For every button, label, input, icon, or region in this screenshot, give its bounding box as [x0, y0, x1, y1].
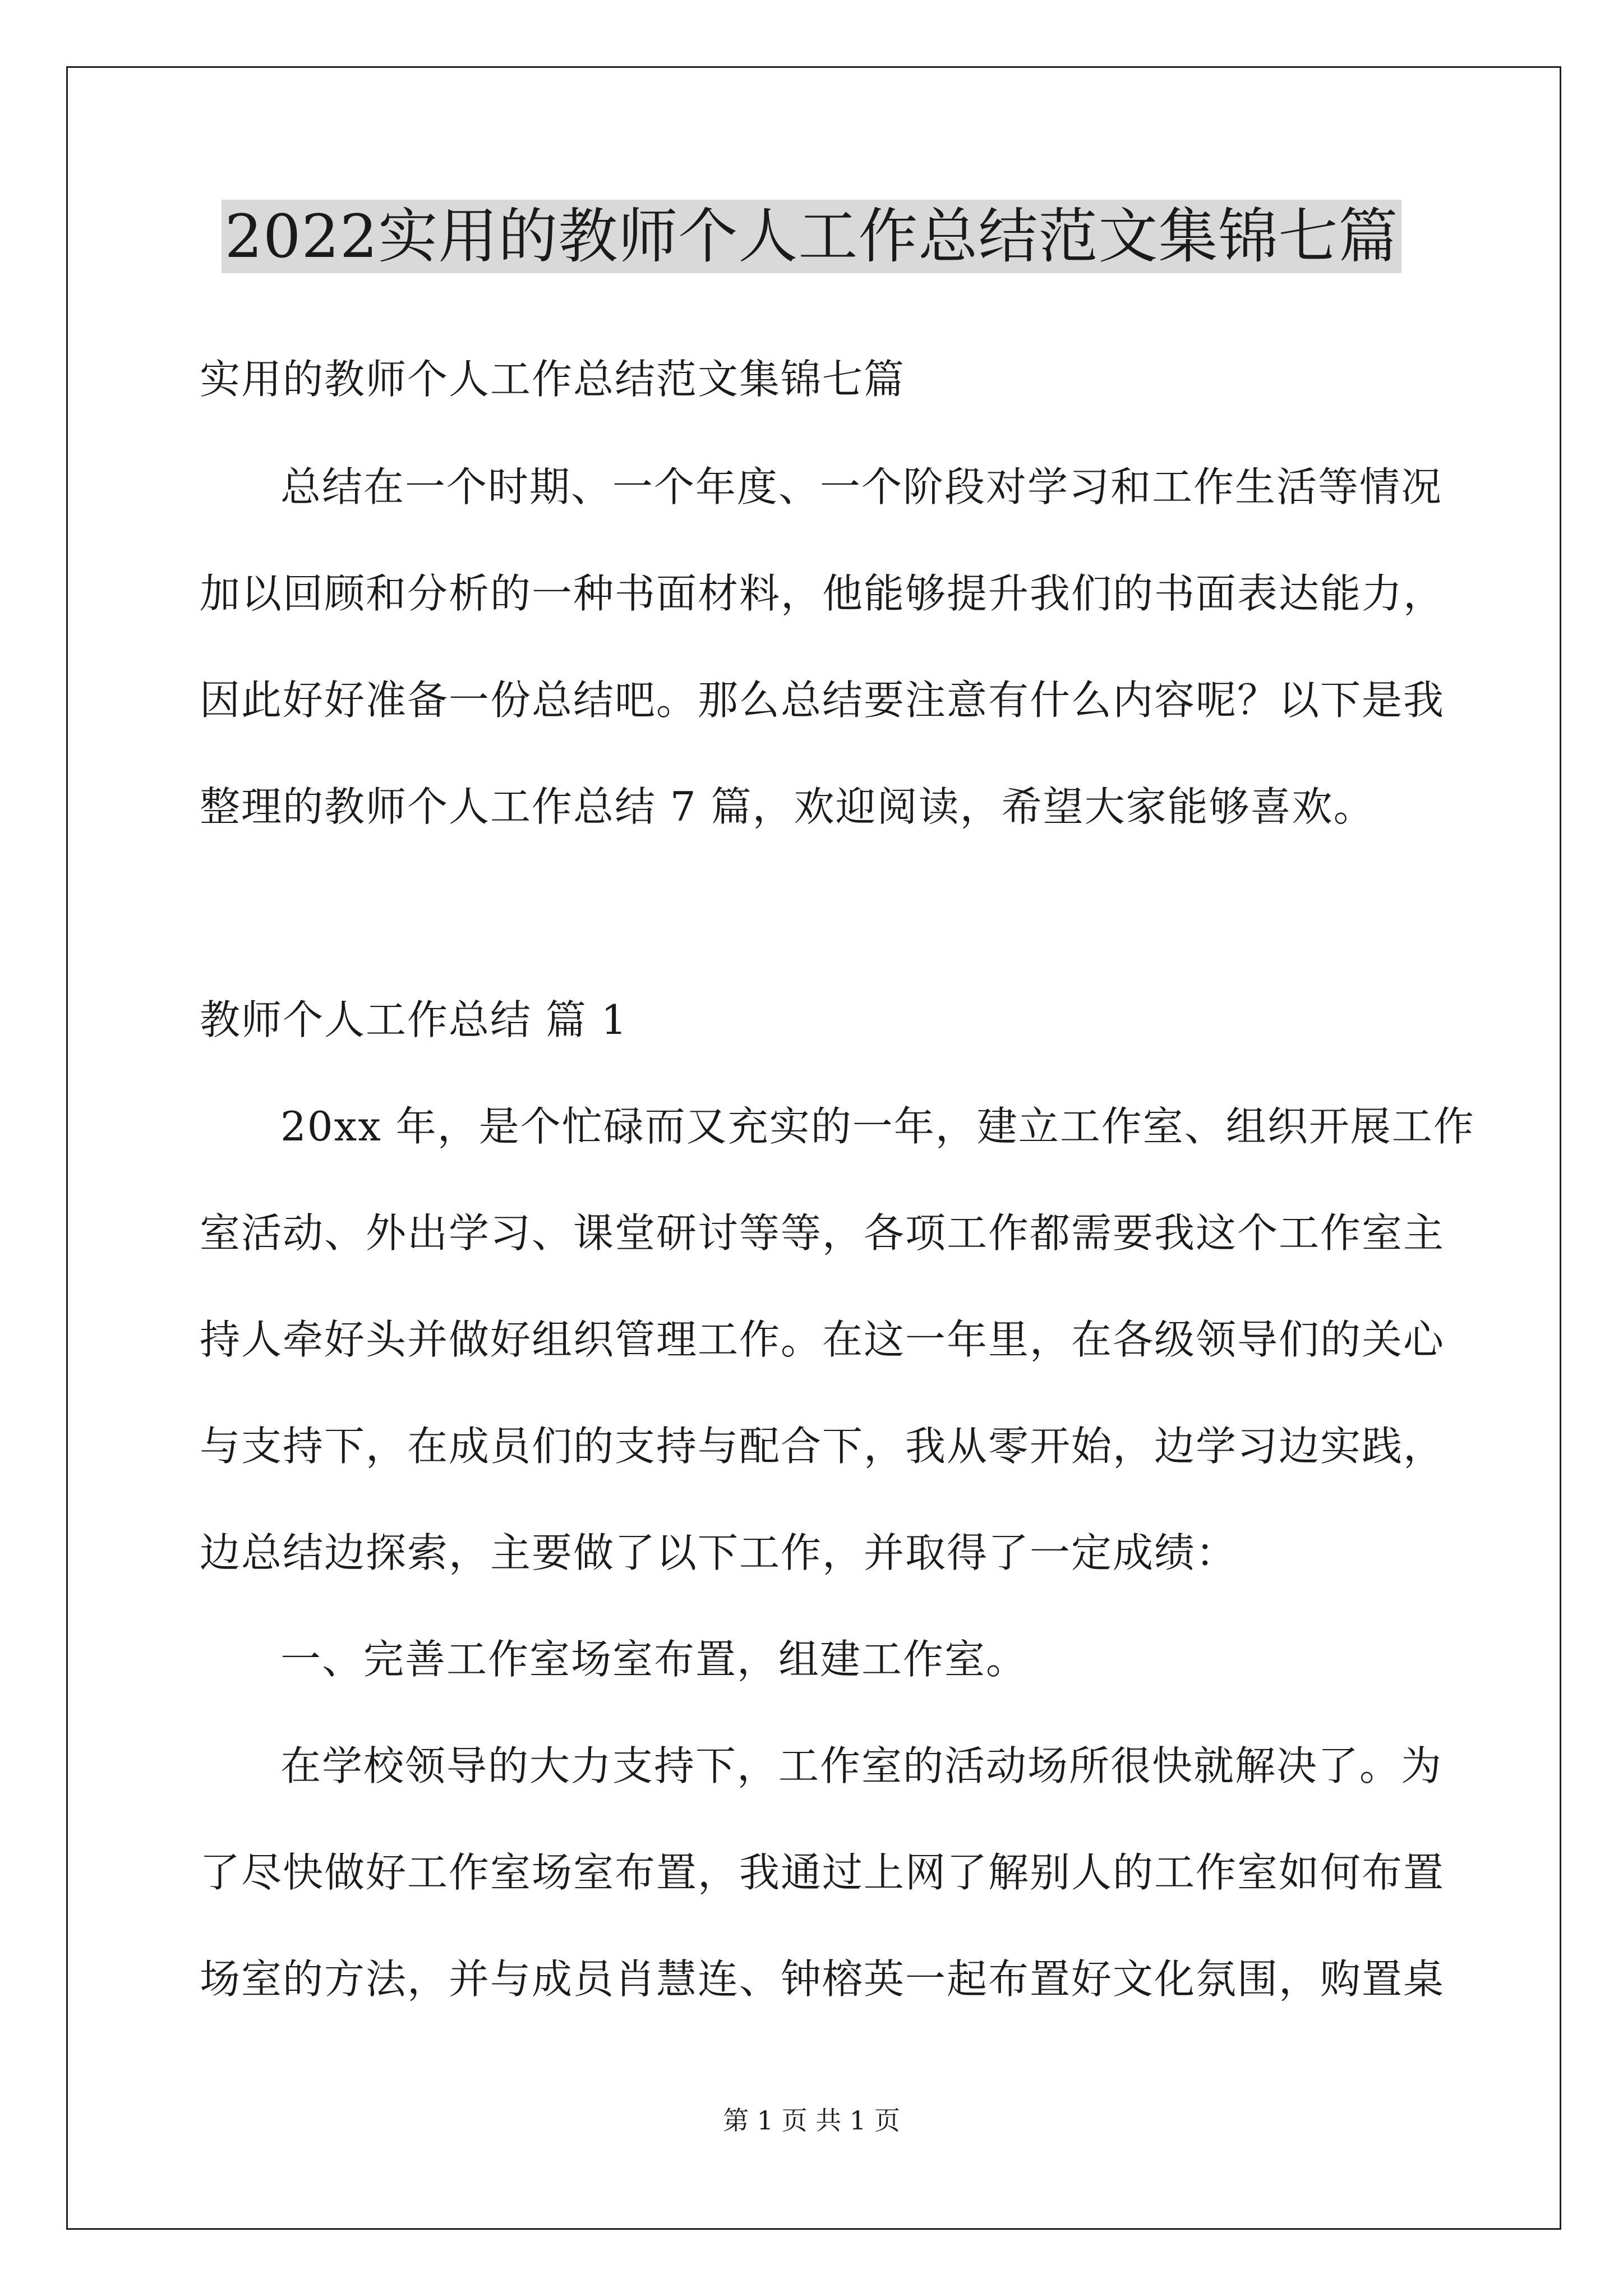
document-title	[0, 197, 1623, 276]
document-subtitle: 实用的教师个人工作总结范文集锦七篇	[200, 356, 906, 403]
list-item-1: 一、完善工作室场室布置，组建工作室。	[280, 1636, 1028, 1683]
para1-line-2: 室活动、外出学习、课堂研讨等等，各项工作都需要我这个工作室主	[200, 1209, 1445, 1257]
para1-line-1: 20xx 年，是个忙碌而又充实的一年，建立工作室、组织开展工作	[280, 1103, 1475, 1150]
intro-line-2: 加以回顾和分析的一种书面材料，他能够提升我们的书面表达能力，	[200, 570, 1445, 617]
intro-line-4: 整理的教师个人工作总结 7 篇，欢迎阅读，希望大家能够喜欢。	[200, 783, 1375, 830]
para1-line-5: 边总结边探索，主要做了以下工作，并取得了一定成绩：	[200, 1529, 1238, 1576]
intro-line-3: 因此好好准备一份总结吧。那么总结要注意有什么内容呢？以下是我	[200, 677, 1445, 724]
para2-line-1: 在学校领导的大力支持下，工作室的活动场所很快就解决了。为	[280, 1742, 1443, 1789]
para2-line-2: 了尽快做好工作室场室布置，我通过上网了解别人的工作室如何布置	[200, 1849, 1445, 1896]
section-heading: 教师个人工作总结 篇 1	[200, 996, 628, 1043]
para2-line-3: 场室的方法，并与成员肖慧连、钟榕英一起布置好文化氛围，购置桌	[200, 1955, 1445, 2003]
intro-line-1: 总结在一个时期、一个年度、一个阶段对学习和工作生活等情况	[280, 463, 1443, 510]
document-title-text: 2022实用的教师个人工作总结范文集锦七篇	[222, 200, 1402, 273]
page-footer: 第 1 页 共 1 页	[723, 2105, 900, 2136]
para1-line-3: 持人牵好头并做好组织管理工作。在这一年里，在各级领导们的关心	[200, 1316, 1445, 1363]
para1-line-4: 与支持下，在成员们的支持与配合下，我从零开始，边学习边实践，	[200, 1423, 1445, 1470]
